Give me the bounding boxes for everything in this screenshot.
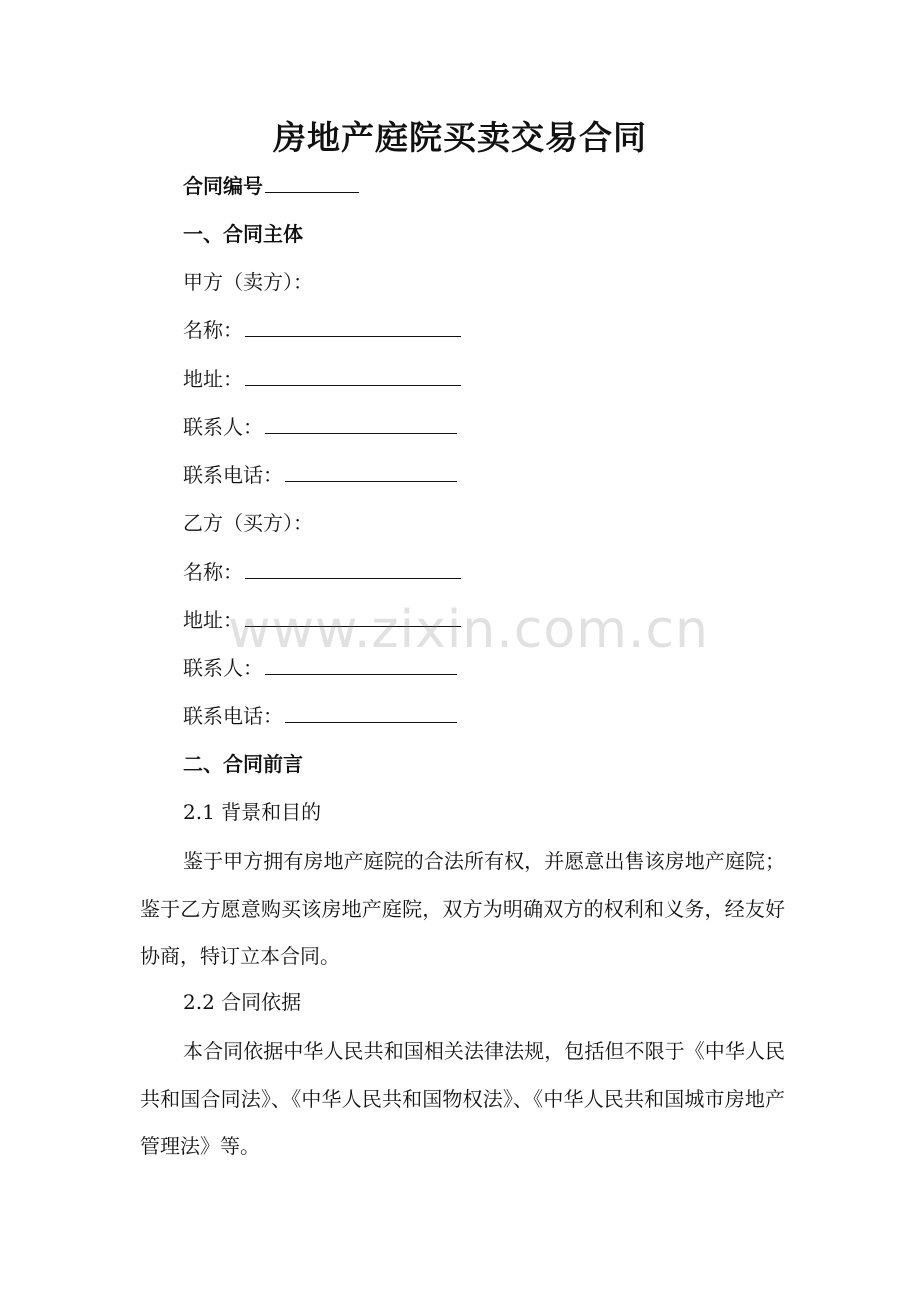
subsection-2-2-title: 2.2 合同依据 <box>183 990 302 1014</box>
party-a-phone-line <box>183 461 457 489</box>
party-b-contact-label: 联系人： <box>183 656 263 680</box>
party-a-name-blank[interactable] <box>245 316 461 337</box>
party-b-phone-line <box>183 702 457 730</box>
party-b-heading: 乙方（买方）： <box>183 511 313 535</box>
party-b-name-line <box>183 558 461 586</box>
party-a-contact-line <box>183 413 457 441</box>
party-a-address-line <box>183 365 461 393</box>
party-a-phone-blank[interactable] <box>285 461 457 482</box>
contract-number-line <box>183 172 359 200</box>
party-a-phone-label: 联系电话： <box>183 463 283 487</box>
party-b-name-blank[interactable] <box>245 558 461 579</box>
party-b-address-label: 地址： <box>183 608 243 632</box>
party-a-name-label: 名称： <box>183 318 243 342</box>
section2-heading: 二、合同前言 <box>183 752 303 776</box>
section1-heading: 一、合同主体 <box>183 222 303 246</box>
party-a-address-blank[interactable] <box>245 365 461 386</box>
party-b-phone-label: 联系电话： <box>183 704 283 728</box>
contract-number-blank[interactable] <box>265 172 359 193</box>
subsection-2-2-paragraph: 本合同依据中华人民共和国相关法律法规，包括但不限于《中华人民共和国合同法》、《中华人民共和国物权法》、《中华人民共和国城市房地产管理法》等。 <box>140 1039 785 1159</box>
party-a-address-label: 地址： <box>183 367 243 391</box>
party-a-contact-label: 联系人： <box>183 415 263 439</box>
document-title: 房地产庭院买卖交易合同 <box>273 118 647 157</box>
watermark: www.zixin.com.cn <box>228 600 709 660</box>
party-a-heading: 甲方（卖方）： <box>183 270 313 294</box>
party-a-name-line <box>183 316 461 344</box>
subsection-2-1-paragraph: 鉴于甲方拥有房地产庭院的合法所有权，并愿意出售该房地产庭院；鉴于乙方愿意购买该房地产庭院，双方为明确双方的权利和义务，经友好协商，特订立本合同。 <box>140 849 785 969</box>
subsection-2-1-title: 2.1 背景和目的 <box>183 800 322 824</box>
contract-number-label: 合同编号 <box>183 174 263 198</box>
party-a-contact-blank[interactable] <box>265 413 457 434</box>
party-b-name-label: 名称： <box>183 560 243 584</box>
party-b-phone-blank[interactable] <box>285 702 457 723</box>
